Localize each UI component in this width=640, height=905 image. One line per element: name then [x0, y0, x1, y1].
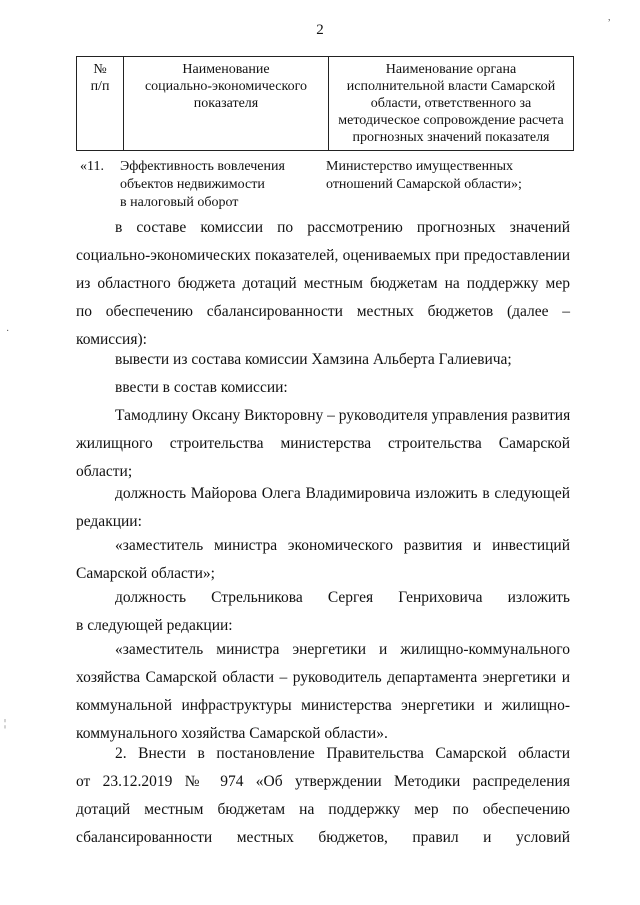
header-cell-authority [329, 57, 574, 151]
paragraph-strelnikov-title [76, 636, 570, 748]
header-indicator-line: социально-экономического [144, 79, 308, 94]
text-line: редакции: [76, 513, 142, 530]
text-line: должность Стрельникова Сергея Генриховича изложить [115, 589, 570, 606]
paragraph-item-2 [76, 740, 570, 852]
scan-speck: ¦ [4, 718, 7, 729]
header-number-line: п/п [90, 79, 110, 94]
text-line: Самарской области»; [76, 565, 215, 582]
text-line: в составе комиссии по рассмотрению прогнозных значений [115, 219, 570, 236]
header-authority-line: методическое сопровождение расчета [338, 113, 564, 128]
text-line: социально-экономических показателей, оцениваемых при предоставлении [76, 247, 570, 264]
text-line: вывести из состава комиссии Хамзина Альберта Галиевича; [115, 351, 512, 368]
header-cell-indicator [124, 57, 329, 151]
text-line: «заместитель министра энергетики и жилищно-коммунального [115, 641, 570, 658]
paragraph-strelnikov [76, 584, 570, 640]
text-line: от 23.12.2019 № 974 «Об утверждении Методики распределения [76, 773, 570, 790]
header-cell-number [77, 57, 124, 151]
text-line: из областного бюджета дотаций местным бюджетам на поддержку мер [76, 275, 570, 292]
text-line: в следующей редакции: [76, 617, 233, 634]
header-indicator-line: Наименование [182, 62, 270, 77]
paragraph-add-members [76, 374, 570, 402]
text-line: ввести в состав комиссии: [115, 379, 288, 396]
scan-speck: · [6, 326, 10, 337]
indicator-table-header [76, 56, 574, 151]
text-line: 2. Внести в постановление Правительства Самарской области [115, 745, 570, 762]
text-line: коммунального хозяйства Самарской области». [76, 725, 388, 742]
paragraph-remove-member [76, 346, 570, 374]
text-line: сбалансированности местных бюджетов, правил и условий [76, 829, 570, 846]
row-indicator-line: объектов недвижимости [120, 177, 265, 192]
row-indicator-line: Эффективность вовлечения [120, 159, 285, 174]
row-authority-line: отношений Самарской области»; [326, 177, 522, 192]
page-number: 2 [316, 22, 324, 38]
text-line: дотаций местным бюджетам на поддержку мер по обеспечению [76, 801, 570, 818]
header-indicator-line: показателя [193, 96, 259, 111]
text-line: коммунальной инфраструктуры министерства энергетики и жилищно- [76, 697, 570, 714]
header-authority-line: области, ответственного за [370, 96, 532, 111]
header-authority-line: Наименование органа [385, 62, 517, 77]
row-indicator-line: в налоговый оборот [120, 195, 239, 210]
paragraph-commission [76, 214, 570, 354]
paragraph-mayorov-title [76, 532, 570, 588]
header-number-line: № [93, 62, 107, 77]
text-line: по обеспечению сбалансированности местных бюджетов (далее – [76, 303, 570, 320]
text-line: области; [76, 463, 133, 480]
paragraph-tamodlina [76, 402, 570, 486]
text-line: Тамодлину Оксану Викторовну – руководителя управления развития [115, 407, 571, 424]
text-line: комиссия): [76, 331, 147, 348]
text-line: должность Майорова Олега Владимировича изложить в следующей [115, 485, 570, 502]
row-number: «11. [80, 159, 104, 174]
scan-speck: , [608, 12, 611, 23]
text-line: «заместитель министра экономического развития и инвестиций [115, 537, 570, 554]
paragraph-mayorov [76, 480, 570, 536]
header-authority-line: прогнозных значений показателя [352, 130, 550, 145]
row-authority-line: Министерство имущественных [326, 159, 513, 174]
header-authority-line: исполнительной власти Самарской [346, 79, 556, 94]
text-line: жилищного строительства министерства строительства Самарской [76, 435, 570, 452]
text-line: хозяйства Самарской области – руководитель департамента энергетики и [76, 669, 570, 686]
